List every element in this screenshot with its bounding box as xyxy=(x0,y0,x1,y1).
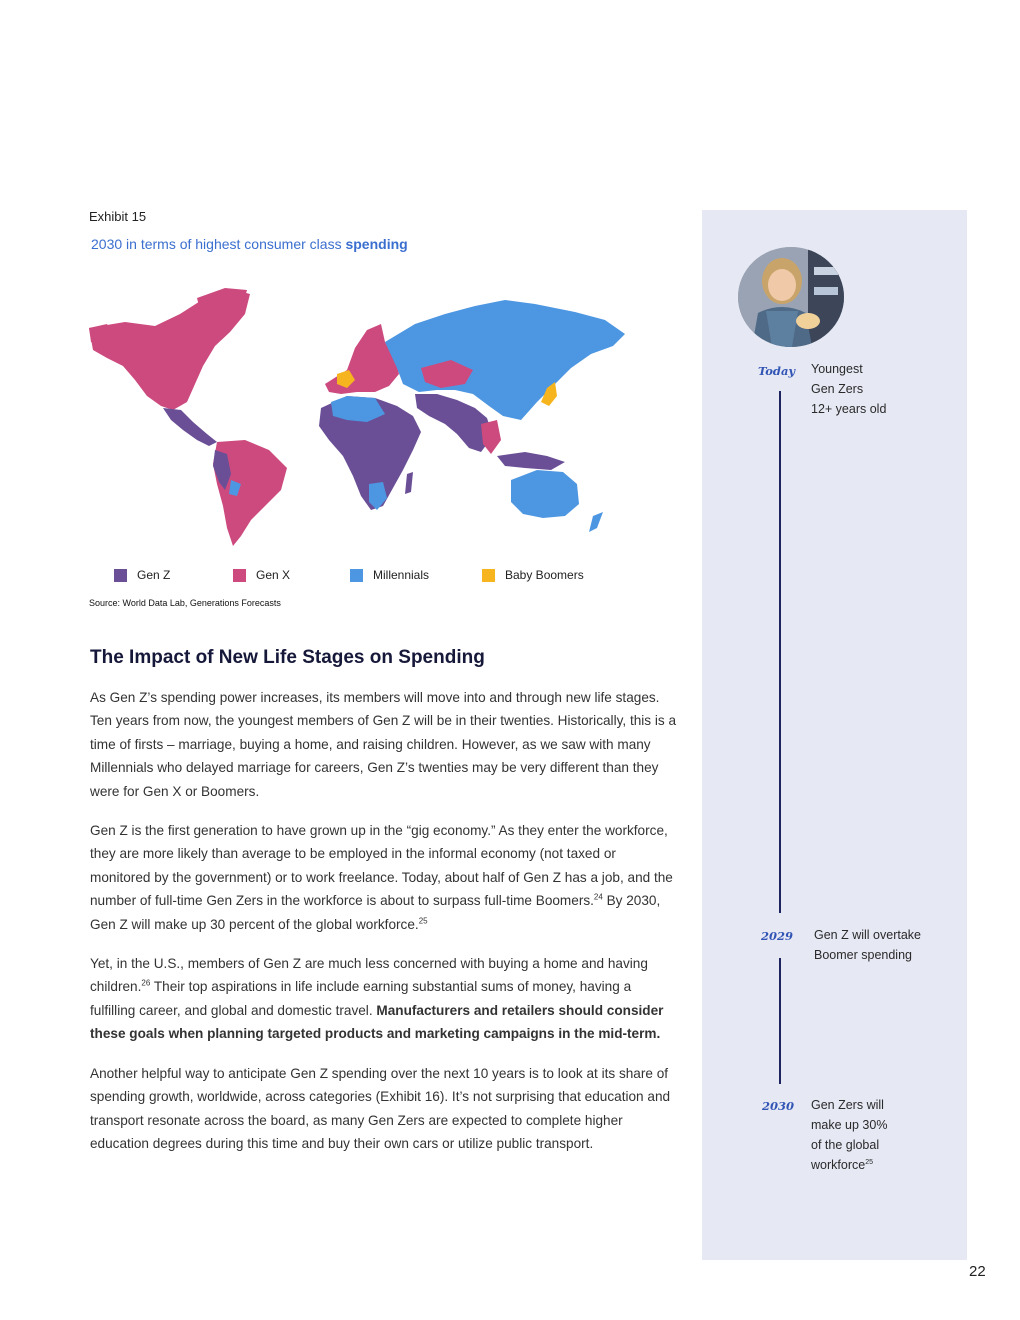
paragraph-3-text-a: Yet, in the U.S., members of Gen Z are much less concerned with buying a home and having children. xyxy=(90,956,648,995)
timeline-2030-line-2: make up 30% xyxy=(811,1118,888,1132)
legend-swatch-gen-z xyxy=(114,569,127,582)
timeline-line-2 xyxy=(779,958,781,1084)
timeline-2030-text xyxy=(811,1095,887,1175)
legend-item-millennials xyxy=(350,568,429,582)
timeline-2029-text xyxy=(814,925,921,965)
paragraph-4: Another helpful way to anticipate Gen Z spending over the next 10 years is to look at its share of spending growth, worldwide, across categories (Exhibit 16). It’s not surprising that education and transport resonate across the board, as many Gen Zers are expected to complete higher education degrees during this time and buy their own cars or utilize public transport. xyxy=(90,1065,671,1151)
legend-item-baby-boomers xyxy=(482,568,584,582)
map-region-central-america xyxy=(163,408,217,446)
map-region-south-asia xyxy=(415,394,493,452)
timeline-2029-label: 2029 xyxy=(761,929,794,943)
avatar-photo xyxy=(738,247,844,347)
exhibit-label: Exhibit 15 xyxy=(89,209,147,224)
girl-photo-icon xyxy=(738,247,844,347)
timeline-footnote-25: 25 xyxy=(865,1158,873,1166)
map-region-indonesia xyxy=(497,452,565,470)
footnote-26: 26 xyxy=(141,978,151,988)
world-map-svg xyxy=(85,284,633,554)
timeline-2030-line-4 xyxy=(811,1155,887,1175)
legend-label-gen-x: Gen X xyxy=(256,568,291,582)
legend-label-gen-z: Gen Z xyxy=(137,568,171,582)
map-source: Source: World Data Lab, Generations Forecasts xyxy=(89,598,281,608)
legend-swatch-gen-x xyxy=(233,569,246,582)
paragraph-3 xyxy=(90,952,680,1046)
body-text xyxy=(90,686,680,1171)
footnote-25: 25 xyxy=(418,916,428,926)
legend-item-gen-x xyxy=(233,568,290,582)
paragraph-1: As Gen Z’s spending power increases, its members will move into and through new life stages. Ten years from now, the youngest members of Gen Z will be in their twenties. Historically, this is a time of firsts – marriage, buying a home, and raising children. However, as we saw with many Millennials who delayed marriage for careers, Gen Z’s twenties may be very different than they were for Gen X or Boomers. xyxy=(90,690,677,799)
timeline-today-line-3: 12+ years old xyxy=(811,402,887,416)
map-region-southeast-asia xyxy=(481,420,501,454)
section-title: The Impact of New Life Stages on Spending xyxy=(90,647,485,668)
exhibit-title-bold: spending xyxy=(345,236,408,252)
timeline-today-line-1: Youngest xyxy=(811,362,863,376)
map-region-madagascar xyxy=(405,472,413,494)
timeline-2030-line-4-text: workforce xyxy=(811,1158,866,1172)
timeline-today-text xyxy=(811,359,886,419)
timeline-2029-line-2: Boomer spending xyxy=(814,948,912,962)
legend-item-gen-z xyxy=(114,568,170,582)
exhibit-title-text: 2030 in terms of highest consumer class xyxy=(91,236,346,252)
page-number: 22 xyxy=(969,1263,986,1280)
map-region-new-zealand xyxy=(589,512,603,532)
map-region-australia xyxy=(511,470,579,518)
timeline-today-line-2: Gen Zers xyxy=(811,382,864,396)
map-region-europe xyxy=(325,324,399,394)
paragraph-2 xyxy=(90,819,680,936)
timeline-2029-line-1: Gen Z will overtake xyxy=(814,928,921,942)
timeline-2030-label: 2030 xyxy=(762,1099,795,1113)
paragraph-2-text-b: By 2030, Gen Z will make up 30 percent of the global workforce. xyxy=(90,893,661,932)
timeline-2030-line-1: Gen Zers will xyxy=(811,1098,884,1112)
legend-swatch-millennials xyxy=(350,569,363,582)
legend-label-millennials: Millennials xyxy=(373,568,430,582)
footnote-24: 24 xyxy=(593,892,603,902)
exhibit-title xyxy=(91,236,408,252)
world-map xyxy=(85,284,633,554)
paragraph-2-text-a: Gen Z is the first generation to have grown up in the “gig economy.” As they enter the workforce, they are more likely than average to be employed in the informal economy (not taxed or monitored by the government) or to work freelance. Today, about half of Gen Z has a job, and the number of full-time Gen Zers in the workforce is about to surpass full-time Boomers. xyxy=(90,823,673,909)
map-legend xyxy=(0,568,700,588)
paragraph-3-text-b: Their top aspirations in life include earning substantial sums of money, having a fulfilling career, and global and domestic travel. xyxy=(90,979,632,1018)
timeline-line-1 xyxy=(779,391,781,913)
timeline-today-label: Today xyxy=(758,364,796,378)
timeline-2030-line-3: of the global xyxy=(811,1138,880,1152)
legend-swatch-baby-boomers xyxy=(482,569,495,582)
legend-label-baby-boomers: Baby Boomers xyxy=(505,568,584,582)
paragraph-3-bold: Manufacturers and retailers should consider these goals when planning targeted products and marketing campaigns in the mid-term. xyxy=(90,1002,664,1042)
